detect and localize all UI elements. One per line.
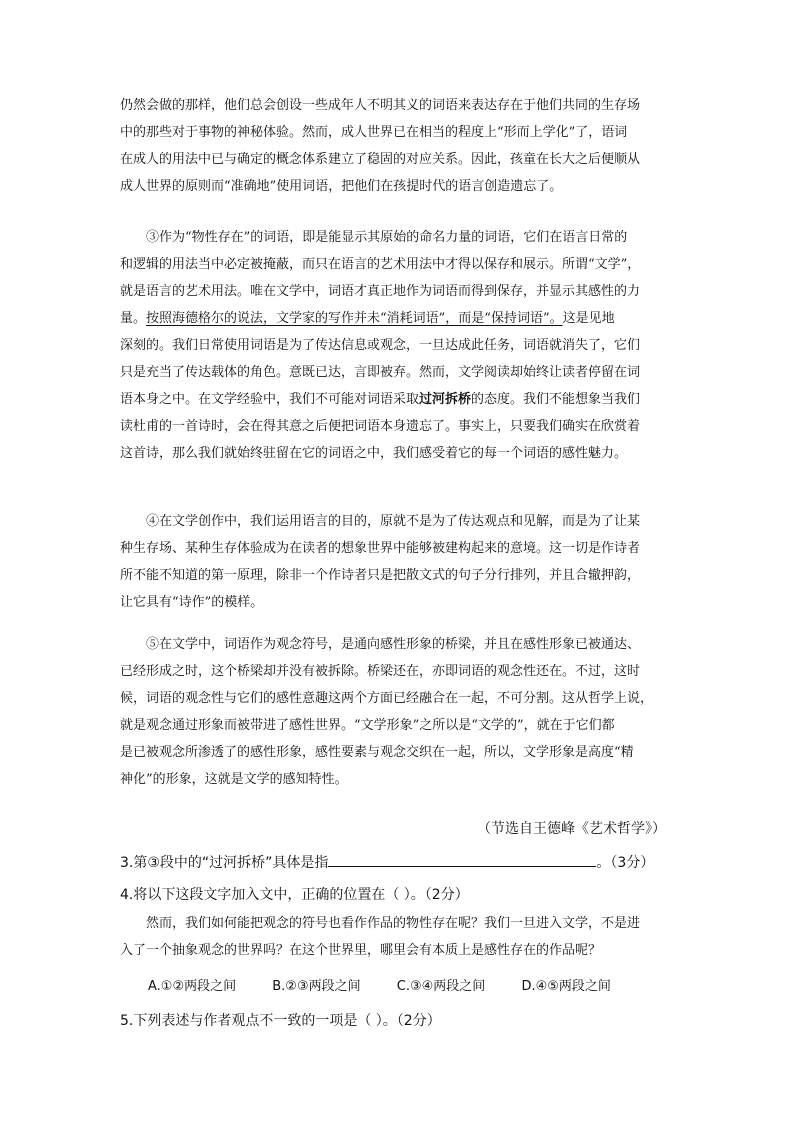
source-citation: （节选自王德峰《艺术哲学》） [477, 821, 666, 837]
paragraph-4 [120, 508, 675, 616]
option-c[interactable]: C.③④两段之间 [396, 979, 486, 994]
text-line: 候，词语的观念性与它们的感性意趣这两个方面已经融合在一起，不可分割。这从哲学上说， [120, 691, 654, 706]
text-line: 种生存场、某种生存体验成为在读者的想象世界中能够被建构起来的意境。这一切是作诗者 [120, 541, 641, 556]
text-segment: 量。 [120, 311, 147, 326]
text-line: 是已被观念所渗透了的感性形象，感性要素与观念交织在一起，所以，文学形象是高度“精 [120, 745, 634, 760]
text-segment: 语本身之中。在文学经验中，我们不可能对词语采取 [120, 392, 420, 407]
answer-blank[interactable] [328, 852, 596, 867]
paragraph-continued [120, 92, 675, 200]
text-line: 只是充当了传达载体的角色。意既已达，言即被弃。然而，文学阅读却始终让读者停留在词 [120, 365, 641, 380]
text-segment: 的态度。我们不能想象当我们 [471, 392, 641, 407]
text-line: 所不能不知道的第一原理，除非一个作诗者只是把散文式的句子分行排列，并且合辙押韵， [120, 568, 641, 583]
text-line: 成人世界的原则而“准确地”使用词语，把他们在孩提时代的语言创造遗忘了。 [120, 179, 563, 194]
text-line: 在成人的用法中已与确定的概念体系建立了稳固的对应关系。因此，孩童在长大之后便顺从 [120, 152, 641, 167]
text-line: 已经形成之时，这个桥梁却并没有被拆除。桥梁还在，亦即词语的观念性还在。不过，这时 [120, 664, 641, 679]
text-line: 这首诗，那么我们就始终驻留在它的词语之中，我们感受着它的每一个词语的感性魅力。 [120, 446, 628, 461]
question-5: 5.下列表述与作者观点不一致的一项是（ ）。（2分） [120, 1013, 441, 1029]
question-4-passage [120, 910, 675, 964]
option-d[interactable]: D.④⑤两段之间 [521, 979, 611, 994]
text-line: 深刻的。我们日常使用词语是为了传达信息或观念，一旦达成此任务，词语就消失了，它们 [120, 338, 641, 353]
text-line: ③作为“物性存在”的词语，即是能显示其原始的命名力量的词语，它们在语言日常的 [146, 230, 628, 245]
paragraph-3 [120, 224, 675, 467]
text-line: 然而，我们如何能把观念的符号也看作作品的物性存在呢？我们一旦进入文学，不是进 [146, 916, 641, 931]
question-3 [120, 852, 680, 872]
text-line: 神化”的形象，这就是文学的感知特性。 [120, 772, 348, 787]
text-line [120, 305, 675, 332]
text-line: ⑤在文学中，词语作为观念符号，是通向感性形象的桥梁，并且在感性形象已被通达、 [146, 637, 641, 652]
question-4: 4.将以下这段文字加入文中，正确的位置在（ ）。（2分） [120, 887, 469, 903]
text-line: 让它具有“诗作”的模样。 [120, 595, 264, 610]
text-line: ④在文学创作中，我们运用语言的目的，原就不是为了传达观点和见解，而是为了让某 [146, 514, 641, 529]
text-line: 中的那些对于事物的神秘体验。然而，成人世界已在相当的程度上“形而上学化”了，语词 [120, 125, 628, 140]
question-4-options [148, 975, 643, 994]
text-line: 仍然会做的那样，他们总会创设一些成年人不明其义的词语来表达存在于他们共同的生存场 [120, 98, 641, 113]
option-a[interactable]: A.①②两段之间 [148, 979, 237, 994]
underlined-sentence: 按照海德格尔的说法，文学家的写作并未“消耗词语”，而是“保持词语”。 [146, 311, 563, 326]
text-line: 就是观念通过形象而被带进了感性世界。“文学形象”之所以是“文学的”，就在于它们都 [120, 718, 615, 733]
question-points: 。（3分） [596, 855, 655, 871]
text-line: 和逻辑的用法当中必定被掩蔽，而只在语言的艺术用法中才得以保存和展示。所谓“文学”， [120, 257, 641, 272]
option-b[interactable]: B.②③两段之间 [272, 979, 361, 994]
paragraph-5 [120, 631, 675, 793]
text-line [120, 386, 675, 413]
bold-phrase: 过河拆桥 [419, 392, 472, 407]
text-segment: 这是见地 [562, 311, 615, 326]
text-line: 入了一个抽象观念的世界吗？在这个世界里，哪里会有本质上是感性存在的作品呢？ [120, 943, 602, 958]
text-line: 就是语言的艺术用法。唯在文学中，词语才真正地作为词语而得到保存，并显示其感性的力 [120, 284, 641, 299]
question-text: 3.第③段中的“过河拆桥”具体是指 [120, 855, 329, 871]
text-line: 读杜甫的一首诗时，会在得其意之后便把词语本身遗忘了。事实上，只要我们确实在欣赏着 [120, 419, 641, 434]
